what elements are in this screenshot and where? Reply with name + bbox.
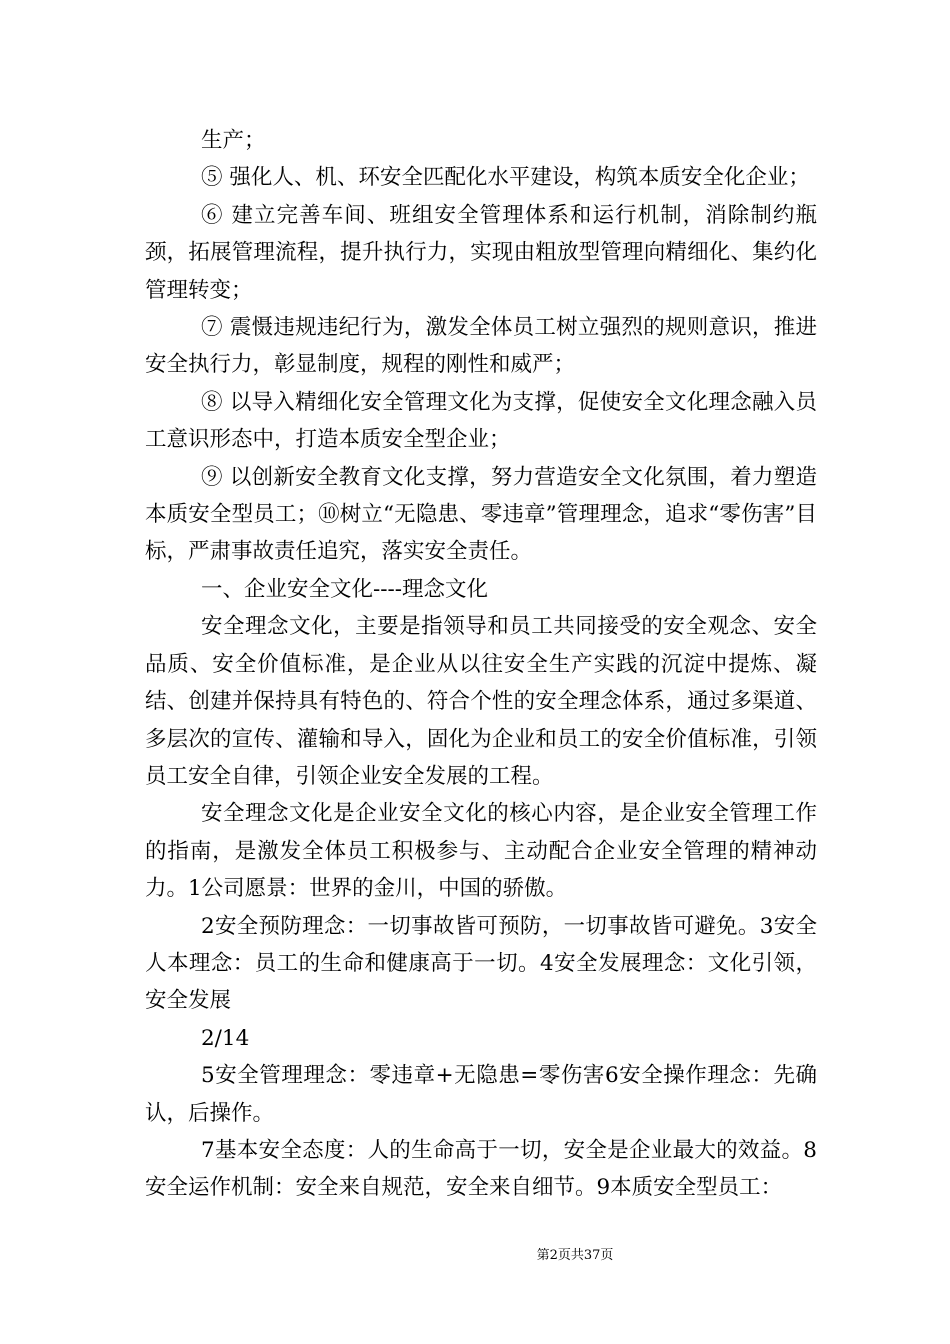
section-heading: 一、企业安全文化----理念文化: [201, 576, 489, 602]
paragraph-12: 7基本安全态度：人的生命高于一切，安全是企业最大的效益。8安全运作机制：安全来自规范，安全来自细节。9本质安全型员工：: [145, 1137, 817, 1201]
page-footer: [0, 1244, 950, 1263]
paragraph-11: 5安全管理理念：零违章+无隐患=零伤害6安全操作理念：先确认，后操作。: [145, 1063, 817, 1126]
paragraph-3: ⑦ 震慑违规违纪行为，激发全体员工树立强烈的规则意识，推进安全执行力，彰显制度，规程的刚性和威严；: [145, 315, 817, 378]
paragraph-4: ⑧ 以导入精细化安全管理文化为支撑，促使安全文化理念融入员工意识形态中，打造本质安全型企业；: [145, 389, 817, 453]
paragraph-9: 2安全预防理念：一切事故皆可预防，一切事故皆可避免。3安全人本理念：员工的生命和健康高于一切。4安全发展理念：文化引领，安全发展: [145, 913, 817, 1014]
paragraph-8: 安全理念文化是企业安全文化的核心内容，是企业安全管理工作的指南，是激发全体员工积极参与、主动配合企业安全管理的精神动力。1公司愿景：世界的金川，中国的骄傲。: [145, 801, 817, 902]
paragraph-5: ⑨ 以创新安全教育文化支撑，努力营造安全文化氛围，着力塑造本质安全型员工；⑩树立“无隐患、零违章”管理理念，追求“零伤害”目标，严肃事故责任追究，落实安全责任。: [145, 464, 817, 565]
paragraph-1: ⑤ 强化人、机、环安全匹配化水平建设，构筑本质安全化企业；: [201, 165, 810, 191]
paragraph-2: ⑥ 建立完善车间、班组安全管理体系和运行机制，消除制约瓶颈，拓展管理流程，提升执行力，实现由粗放型管理向精细化、集约化管理转变；: [145, 202, 817, 303]
page-number: 第2页共37页: [536, 1248, 614, 1263]
inline-page-marker: 2/14: [201, 1025, 250, 1051]
paragraph-7: 安全理念文化，主要是指领导和员工共同接受的安全观念、安全品质、安全价值标准，是企业从以往安全生产实践的沉淀中提炼、凝结、创建并保持具有特色的、符合个性的安全理念体系，通过多渠道、多层次的宣传、灌输和导入，固化为企业和员工的安全价值标准，引领员工安全自律，引领企业安全发展的工程。: [145, 614, 817, 789]
paragraph-0: 生产；: [201, 128, 266, 153]
document-body: [145, 122, 817, 1207]
